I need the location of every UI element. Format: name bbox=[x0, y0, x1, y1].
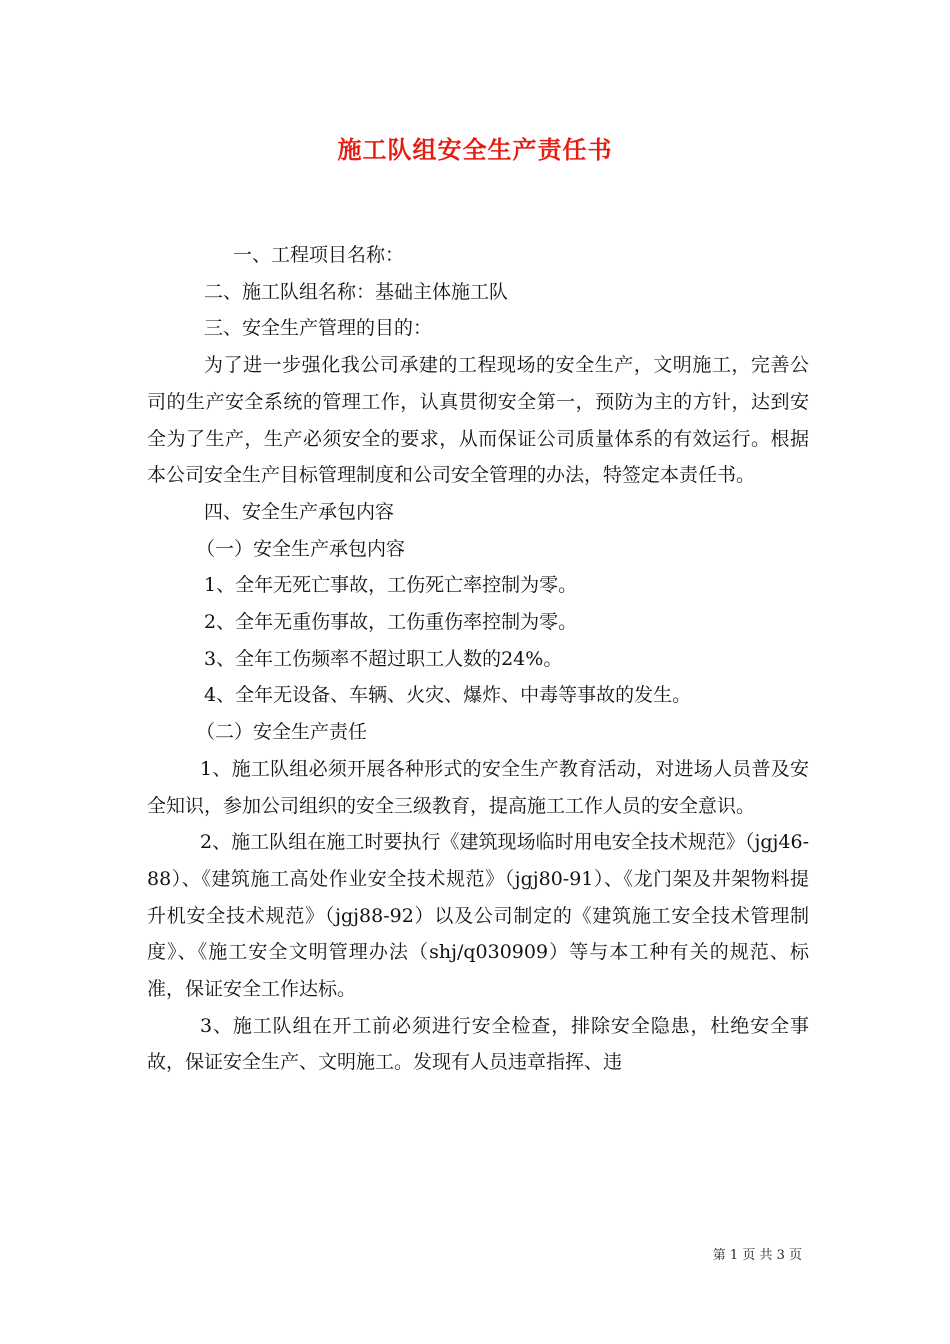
section-contract-heading: 四、安全生产承包内容 bbox=[204, 500, 395, 523]
subsection-contract-content: （一）安全生产承包内容 bbox=[196, 537, 406, 560]
subsection-responsibility: （二）安全生产责任 bbox=[196, 721, 368, 744]
section-team-name: 二、施工队组名称：基础主体施工队 bbox=[204, 280, 509, 303]
purpose-paragraph: 为了进一步强化我公司承建的工程现场的安全生产，文明施工，完善公司的生产安全系统的管理工作，认真贯彻安全第一，预防为主的方针，达到安全为了生产，生产必须安全的要求，从而保证公司质量体系的有效运行。根据本公司安全生产目标管理制度和公司安全管理的办法，特签定本责任书。 bbox=[147, 354, 809, 487]
section-purpose-heading: 三、安全生产管理的目的： bbox=[204, 317, 433, 340]
page-number: 第 1 页 共 3 页 bbox=[712, 1248, 802, 1263]
responsibility-paragraph: 1、施工队组必须开展各种形式的安全生产教育活动，对进场人员普及安全知识，参加公司组织的安全三级教育，提高施工工作人员的安全意识。 bbox=[147, 757, 809, 817]
document-body bbox=[147, 237, 809, 1081]
list-item: 1、全年无死亡事故，工伤死亡率控制为零。 bbox=[204, 574, 578, 597]
section-project-name: 一、工程项目名称： bbox=[233, 244, 405, 266]
document-title: 施工队组安全生产责任书 bbox=[337, 135, 613, 164]
list-item: 3、全年工伤频率不超过职工人数的24%。 bbox=[204, 647, 563, 670]
list-item: 4、全年无设备、车辆、火灾、爆炸、中毒等事故的发生。 bbox=[204, 684, 692, 707]
responsibility-paragraph: 2、施工队组在施工时要执行《建筑现场临时用电安全技术规范》（jgj46-88）、《建筑施工高处作业安全技术规范》（jgj80-91）、《龙门架及井架物料提升机安全技术规范》（jgj88-92）以及公司制定的《建筑施工安全技术管理制度》、《施工安全文明管理办法（shj/q030909）等与本工种有关的规范、标准，保证安全工作达标。 bbox=[147, 831, 809, 1001]
list-item: 2、全年无重伤事故，工伤重伤率控制为零。 bbox=[204, 611, 578, 634]
responsibility-paragraph: 3、施工队组在开工前必须进行安全检查，排除安全隐患，杜绝安全事故，保证安全生产、文明施工。发现有人员违章指挥、违 bbox=[147, 1014, 809, 1074]
